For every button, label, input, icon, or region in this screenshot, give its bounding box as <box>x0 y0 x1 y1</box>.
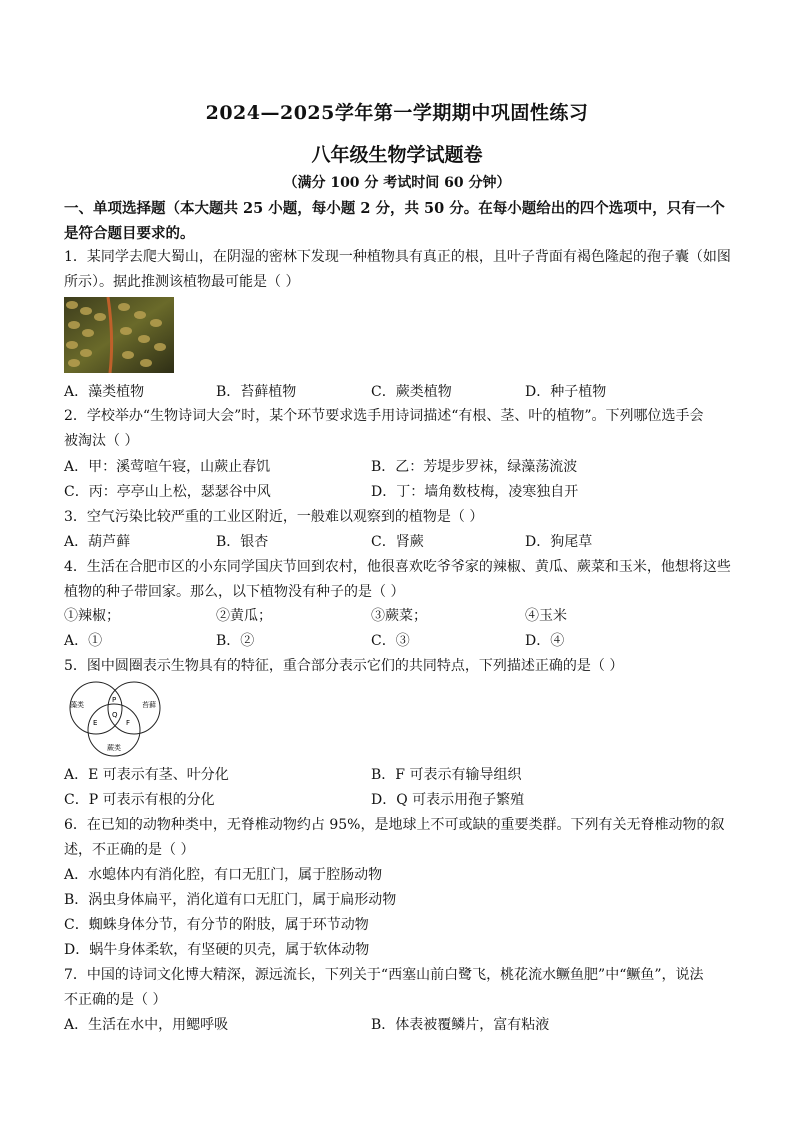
q4-option-d: D．④ <box>525 633 565 649</box>
q3-option-c: C．肾蕨 <box>371 534 424 550</box>
q4-stem-line1: 4．生活在合肥市区的小东同学国庆节回到农村，他很喜欢吃爷爷家的辣椒、黄瓜、蕨菜和玉米，他想将这些 <box>64 559 731 575</box>
venn-label-e: E <box>93 719 98 727</box>
venn-label-fern: 蕨类 <box>107 744 121 752</box>
q6-option-b: B．涡虫身体扁平，消化道有口无肛门，属于扁形动物 <box>64 892 397 908</box>
q7-stem-line1: 7．中国的诗词文化博大精深，源远流长，下列关于“西塞山前白鹭飞，桃花流水鳜鱼肥”中“鳜鱼”，说法 <box>64 967 704 983</box>
q2-option-b: B．乙：芳堤步罗袜，绿藻荡流波 <box>371 459 578 475</box>
q1-option-d: D．种子植物 <box>525 384 607 400</box>
q3-stem: 3．空气污染比较严重的工业区附近，一般难以观察到的植物是（ ） <box>64 509 484 525</box>
q4-item-3: ③蕨菜； <box>371 608 427 624</box>
q6-stem-line1: 6．在已知的动物种类中，无脊椎动物约占 95%，是地球上不可或缺的重要类群。下列有关无脊椎动物的叙 <box>64 817 725 833</box>
q6-option-d: D．蜗牛身体柔软，有坚硬的贝壳，属于软体动物 <box>64 942 370 958</box>
q6-option-c: C．蜘蛛身体分节，有分节的附肢，属于环节动物 <box>64 917 369 933</box>
q7-option-a: A．生活在水中，用鳃呼吸 <box>64 1017 229 1033</box>
q1-option-b: B．苔藓植物 <box>216 384 297 400</box>
fern-image <box>64 297 174 373</box>
q7-stem-line2: 不正确的是（ ） <box>64 992 167 1008</box>
q1-option-c: C．蕨类植物 <box>371 384 452 400</box>
exam-title: 2024—2025学年第一学期期中巩固性练习 <box>205 102 589 124</box>
q4-option-a: A．① <box>64 633 103 649</box>
venn-label-p: P <box>112 696 117 704</box>
q5-option-b: B．F 可表示有输导组织 <box>371 767 522 783</box>
venn-label-moss: 苔藓 <box>142 701 156 709</box>
q4-option-c: C．③ <box>371 633 410 649</box>
q2-stem-line2: 被淘汰（ ） <box>64 433 139 449</box>
exam-info: （满分 100 分 考试时间 60 分钟） <box>283 175 511 191</box>
q2-stem-line1: 2．学校举办“生物诗词大会”时，某个环节要求选手用诗词描述“有根、茎、叶的植物”。下列哪位选手会 <box>64 408 704 424</box>
q5-option-a: A．E 可表示有茎、叶分化 <box>64 767 229 783</box>
q5-option-d: D．Q 可表示用孢子繁殖 <box>371 792 525 808</box>
venn-label-algae: 藻类 <box>70 701 84 709</box>
q4-item-4: ④玉米 <box>525 608 567 624</box>
venn-label-f: F <box>126 719 131 727</box>
q7-option-b: B．体表被覆鳞片，富有粘液 <box>371 1017 550 1033</box>
q6-option-a: A．水螅体内有消化腔，有口无肛门，属于腔肠动物 <box>64 867 383 883</box>
section-heading: 一、单项选择题（本大题共 25 小题，每小题 2 分，共 50 分。在每小题给出的四个选项中，只有一个是符合题目要求的。 <box>64 200 725 242</box>
q4-stem-line2: 植物的种子带回家。那么，以下植物没有种子的是（ ） <box>64 584 405 600</box>
q1-stem-line2: 所示）。据此推测该植物最可能是（ ） <box>64 274 300 290</box>
venn-diagram <box>64 680 170 757</box>
q5-option-c: C．P 可表示有根的分化 <box>64 792 215 808</box>
q3-option-d: D．狗尾草 <box>525 534 593 550</box>
q6-stem-line2: 述，不正确的是（ ） <box>64 842 195 858</box>
q4-option-b: B．② <box>216 633 255 649</box>
q3-option-a: A．葫芦藓 <box>64 534 131 550</box>
venn-label-q: Q <box>112 711 118 719</box>
q5-stem: 5．图中圆圈表示生物具有的特征，重合部分表示它们的共同特点，下列描述正确的是（ ） <box>64 658 624 674</box>
exam-subtitle: 八年级生物学试题卷 <box>311 144 483 166</box>
q3-option-b: B．银杏 <box>216 534 269 550</box>
q4-item-1: ①辣椒； <box>64 608 120 624</box>
q1-stem-line1: 1．某同学去爬大蜀山，在阴湿的密林下发现一种植物具有真正的根，且叶子背面有褐色隆起的孢子囊（如图 <box>64 249 731 265</box>
q4-item-2: ②黄瓜； <box>216 608 272 624</box>
q1-option-a: A．藻类植物 <box>64 384 145 400</box>
q2-option-c: C．丙：亭亭山上松，瑟瑟谷中风 <box>64 484 271 500</box>
q2-option-d: D．丁：墙角数枝梅，凌寒独自开 <box>371 484 579 500</box>
q2-option-a: A．甲：溪莺喧午寝，山蕨止春饥 <box>64 459 271 475</box>
